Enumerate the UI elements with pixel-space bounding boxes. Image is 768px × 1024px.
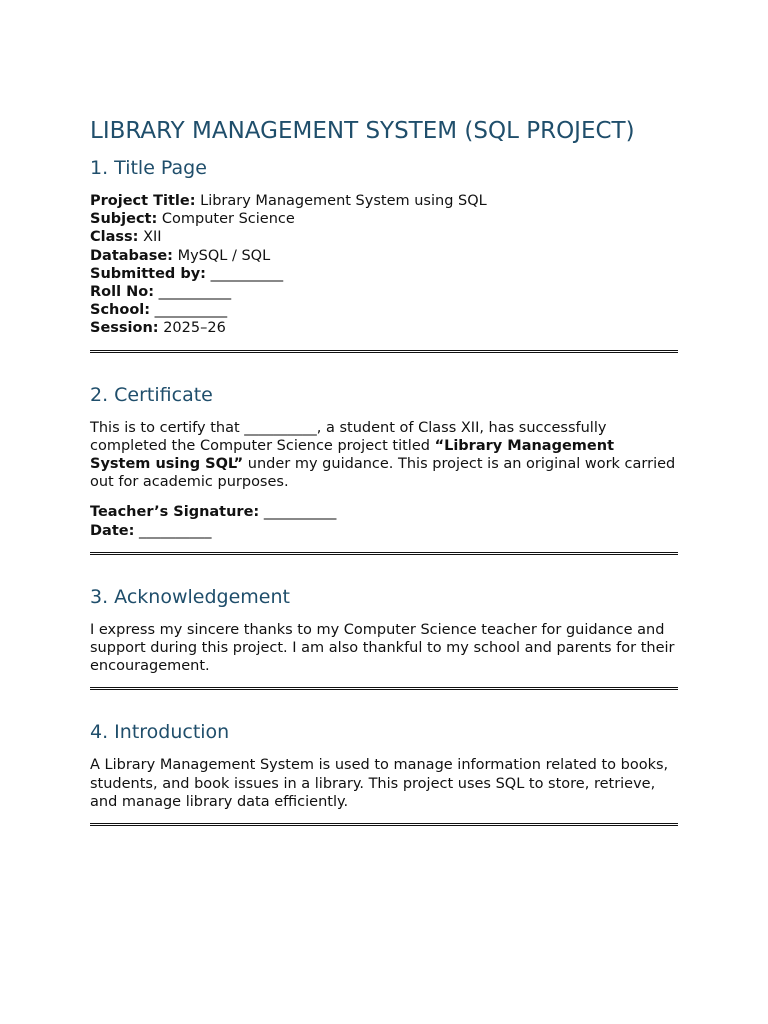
- field-label: Date:: [90, 522, 135, 539]
- field-roll-no: [90, 283, 678, 301]
- acknowledgement-text: I express my sincere thanks to my Computer Science teacher for guidance and support during this project. I am also thankful to my school and parents for their encouragement.: [90, 621, 675, 675]
- document-body: [90, 116, 678, 826]
- section-heading-title-page: 1. Title Page: [90, 157, 207, 179]
- field-value: XII: [143, 229, 162, 246]
- certificate-text-part1: This is to certify that __________, a student of Class XII, has successfully completed the Computer Science project titled: [90, 419, 607, 454]
- field-value: MySQL / SQL: [177, 247, 271, 264]
- field-label: Submitted by:: [90, 265, 206, 282]
- field-value: __________: [158, 284, 232, 301]
- field-subject: [90, 210, 678, 228]
- section-divider: [90, 823, 678, 826]
- certificate-text-part2: under my guidance. This project is an original work carried out for academic purposes.: [90, 456, 676, 491]
- field-value: Library Management System using SQL: [200, 193, 487, 209]
- section-heading-introduction: 4. Introduction: [90, 721, 230, 744]
- field-class: [90, 228, 678, 246]
- field-date: [90, 522, 678, 540]
- certificate-text: [90, 419, 678, 492]
- spacer: [90, 491, 678, 503]
- section-heading-acknowledgement: 3. Acknowledgement: [90, 585, 290, 608]
- field-value: __________: [154, 302, 228, 319]
- field-school: [90, 301, 678, 319]
- field-session: [90, 319, 678, 337]
- field-project-title: [90, 192, 678, 210]
- document-title: LIBRARY MANAGEMENT SYSTEM (SQL PROJECT): [90, 118, 635, 144]
- field-value: __________: [210, 265, 284, 282]
- section-heading-certificate: 2. Certificate: [90, 383, 213, 406]
- section-divider: [90, 350, 678, 353]
- field-label: Project Title:: [90, 193, 196, 209]
- field-label: Session:: [90, 320, 159, 337]
- field-submitted-by: [90, 265, 678, 283]
- field-label: Database:: [90, 247, 173, 264]
- field-teacher-signature: [90, 503, 678, 521]
- section-divider: [90, 687, 678, 690]
- field-value: __________: [263, 504, 337, 521]
- field-value: Computer Science: [161, 211, 295, 228]
- section-divider: [90, 552, 678, 555]
- introduction-text: A Library Management System is used to manage information related to books, students, and book issues in a library. This project uses SQL to store, retrieve, and manage library data efficiently.: [90, 757, 669, 810]
- field-database: [90, 247, 678, 265]
- field-label: Class:: [90, 229, 139, 246]
- field-value: __________: [139, 522, 212, 539]
- field-label: School:: [90, 302, 151, 319]
- field-label: Subject:: [90, 211, 158, 228]
- field-label: Roll No:: [90, 284, 155, 301]
- field-value: 2025–26: [163, 320, 226, 337]
- field-label: Teacher’s Signature:: [90, 504, 260, 521]
- certificate-project-name: “Library Management System using SQL”: [90, 437, 614, 473]
- title-page-fields: [90, 192, 678, 338]
